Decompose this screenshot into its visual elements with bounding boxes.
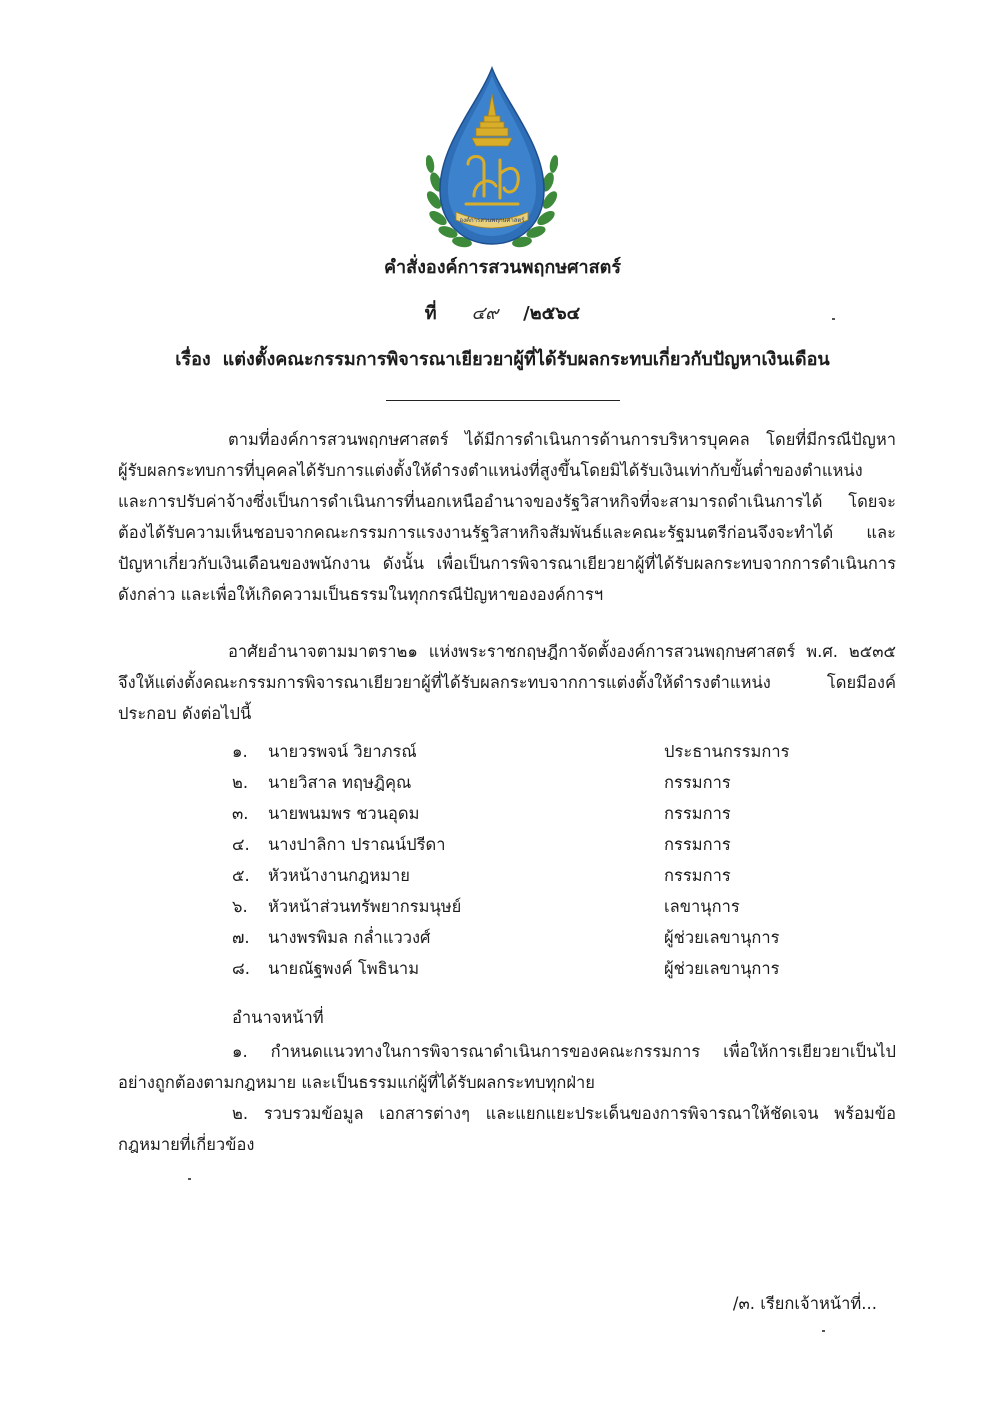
member-number: ๗. — [232, 928, 250, 947]
member-number: ๕. — [232, 866, 250, 885]
member-number: ๓. — [232, 804, 249, 823]
botanical-garden-logo — [426, 64, 558, 256]
order-number-year: /๒๕๖๔ — [523, 303, 581, 324]
member-name: นางปาลิกา ปราณน์ปรีดา — [268, 835, 446, 854]
committee-member — [232, 891, 852, 922]
member-role: เลขานุการ — [664, 897, 740, 916]
member-number: ๖. — [232, 897, 248, 916]
member-number: ๑. — [232, 742, 248, 761]
member-name: หัวหน้างานกฎหมาย — [268, 866, 410, 885]
committee-member — [232, 829, 852, 860]
committee-member — [232, 767, 852, 798]
committee-member — [232, 798, 852, 829]
member-name: นายวรพจน์ วิยาภรณ์ — [268, 742, 417, 761]
member-name: นายณัฐพงค์ โพธินาม — [268, 959, 420, 978]
member-role: ประธานกรรมการ — [664, 742, 790, 761]
member-role: กรรมการ — [664, 773, 731, 792]
member-name: หัวหน้าส่วนทรัพยากรมนุษย์ — [268, 897, 462, 916]
scan-speck — [832, 318, 835, 320]
member-role: ผู้ช่วยเลขานุการ — [664, 928, 780, 947]
body-paragraph-2: อาศัยอำนาจตามมาตรา๒๑ แห่งพระราชกฤษฎีกาจัดตั้งองค์การสวนพฤกษศาสตร์ พ.ศ. ๒๕๓๕ จึงให้แต่งตั้งคณะกรรมการพิจารณาเยียวยาผู้ที่ได้รับผลกระทบจากการแต่งตั้งให้ดำรงตำแหน่ง โดยมีองค์ประกอบ ดังต่อไปนี้ — [118, 642, 896, 723]
document-title: คำสั่งองค์การสวนพฤกษศาสตร์ — [383, 257, 622, 278]
committee-member — [232, 953, 852, 984]
scan-speck — [188, 1178, 191, 1180]
member-role: กรรมการ — [664, 866, 731, 885]
member-name: นายพนมพร ชวนอุดม — [268, 804, 420, 823]
member-name: นางพรพิมล กล่ำแววงศ์ — [268, 928, 431, 947]
order-number — [0, 302, 1005, 326]
member-name: นายวิสาล ทฤษฎิคุณ — [268, 773, 412, 792]
committee-member — [232, 736, 852, 767]
member-number: ๒. — [232, 773, 249, 792]
divider-line — [386, 400, 620, 401]
member-number: ๘. — [232, 959, 250, 978]
logo-text: องค์การสวนพฤกษศาสตร์ — [459, 217, 525, 224]
duty-item-2: ๒. รวบรวมข้อมูล เอกสารต่างๆ และแยกแยะประเด็นของการพิจารณาให้ชัดเจน พร้อมข้อกฎหมายที่เกี่ยวข้อง — [118, 1104, 896, 1154]
subject-label: เรื่อง — [175, 349, 211, 370]
duty-item-1: ๑. กำหนดแนวทางในการพิจารณาดำเนินการของคณะกรรมการ เพื่อให้การเยียวยาเป็นไปอย่างถูกต้องตามกฎหมาย และเป็นธรรมแก่ผู้ที่ได้รับผลกระทบทุกฝ่าย — [118, 1042, 896, 1092]
committee-member — [232, 860, 852, 891]
member-number: ๔. — [232, 835, 250, 854]
member-role: ผู้ช่วยเลขานุการ — [664, 959, 780, 978]
scan-speck — [822, 1330, 825, 1332]
subject-text: แต่งตั้งคณะกรรมการพิจารณาเยียวยาผู้ที่ได้รับผลกระทบเกี่ยวกับปัญหาเงินเดือน — [222, 349, 830, 370]
member-role: กรรมการ — [664, 804, 731, 823]
duties-heading: อำนาจหน้าที่ — [232, 1008, 324, 1027]
order-number-label: ที่ — [424, 303, 437, 324]
body-paragraph-1: ตามที่องค์การสวนพฤกษศาสตร์ ได้มีการดำเนินการด้านการบริหารบุคคล โดยที่มีกรณีปัญหาผู้รับผลกระทบการที่บุคคลได้รับการแต่งตั้งให้ดำรงตำแหน่งที่สูงขึ้นโดยมิได้รับเงินเท่ากับขั้นต่ำของตำแหน่ง และการปรับค่าจ้างซึ่งเป็นการดำเนินการที่นอกเหนืออำนาจของรัฐวิสาหกิจที่จะสามารถดำเนินการได้ โดยจะต้องได้รับความเห็นชอบจากคณะกรรมการแรงงานรัฐวิสาหกิจสัมพันธ์และคณะรัฐมนตรีก่อนจึงจะทำได้ และปัญหาเกี่ยวกับเงินเดือนของพนักงาน ดังนั้น เพื่อเป็นการพิจารณาเยียวยาผู้ที่ได้รับผลกระทบจากการดำเนินการดังกล่าว และเพื่อให้เกิดความเป็นธรรมในทุกกรณีปัญหาขององค์การฯ — [118, 430, 896, 604]
committee-member — [232, 922, 852, 953]
committee-list — [232, 736, 852, 984]
subject-line — [0, 348, 1005, 372]
member-role: กรรมการ — [664, 835, 731, 854]
continuation-note: /๓. เรียกเจ้าหน้าที่... — [732, 1294, 877, 1313]
order-number-handwritten: ๔๙ — [471, 303, 499, 324]
